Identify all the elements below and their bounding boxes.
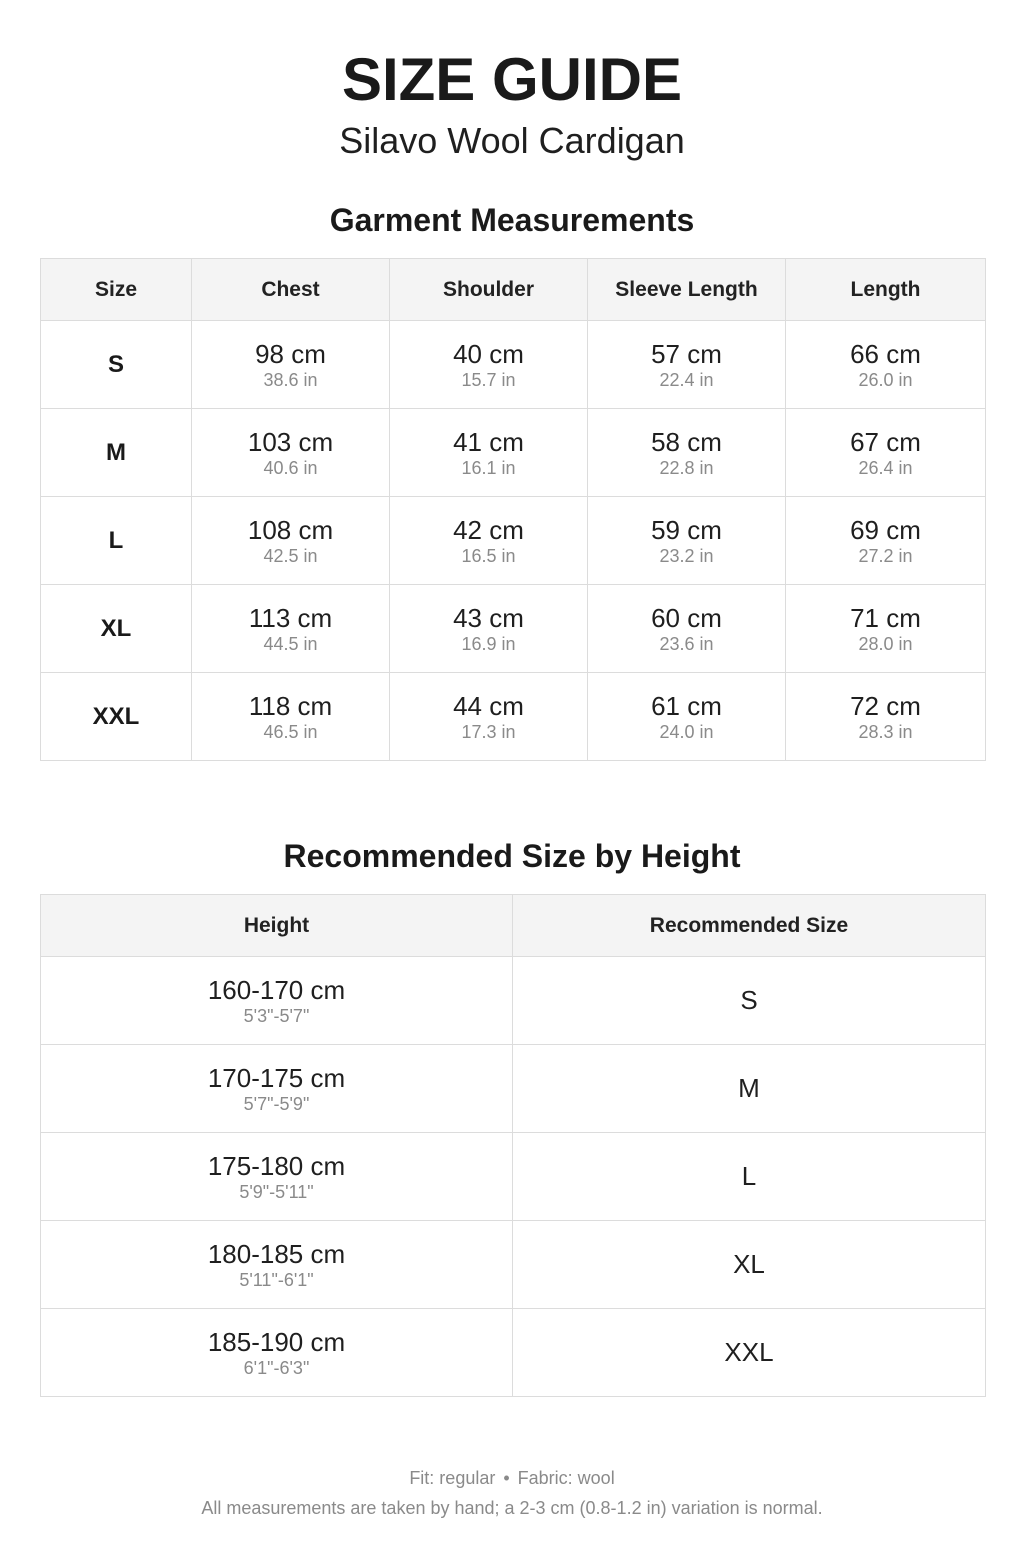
table-row	[41, 409, 986, 497]
sleeve-cell	[588, 497, 786, 585]
chest-cell	[192, 321, 390, 409]
separator-dot: •	[503, 1468, 510, 1488]
column-header-size: Size	[41, 259, 192, 321]
size-cell	[41, 321, 192, 409]
length-cell	[786, 585, 986, 673]
shoulder-cm: 42 cm	[453, 514, 524, 545]
chest-cell	[192, 497, 390, 585]
table-row	[41, 1309, 986, 1397]
length-cm: 67 cm	[850, 426, 921, 457]
height-ft: 5'11"-6'1"	[239, 1269, 314, 1290]
chest-in: 46.5 in	[263, 721, 318, 742]
size-label: M	[106, 438, 126, 466]
height-ft: 5'7"-5'9"	[243, 1093, 310, 1114]
column-header-shoulder: Shoulder	[390, 259, 588, 321]
chest-in: 44.5 in	[263, 633, 318, 654]
recommended-size: XXL	[724, 1337, 774, 1367]
chest-cm: 98 cm	[255, 338, 326, 369]
sleeve-cell	[588, 321, 786, 409]
height-cm: 170-175 cm	[207, 1062, 346, 1093]
table-header-row	[41, 259, 986, 321]
table-row	[41, 497, 986, 585]
height-cell	[41, 1309, 513, 1397]
recommended-size-heading: Recommended Size by Height	[283, 838, 741, 874]
column-header-length: Length	[786, 259, 986, 321]
length-in: 28.0 in	[858, 633, 913, 654]
sleeve-cell	[588, 409, 786, 497]
recommended-size: S	[740, 985, 758, 1015]
length-in: 27.2 in	[858, 545, 913, 566]
column-header-chest: Chest	[192, 259, 390, 321]
chest-cm: 113 cm	[248, 602, 333, 633]
recommended-size-cell	[513, 957, 986, 1045]
table-row	[41, 1221, 986, 1309]
height-cm: 180-185 cm	[207, 1238, 346, 1269]
length-cell	[786, 409, 986, 497]
shoulder-cm: 40 cm	[453, 338, 524, 369]
chest-cm: 103 cm	[247, 426, 334, 457]
table-row	[41, 673, 986, 761]
product-name: Silavo Wool Cardigan	[339, 120, 685, 161]
fit-info: Fit: regular	[409, 1468, 496, 1488]
column-header-sleeve-length: Sleeve Length	[588, 259, 786, 321]
shoulder-cell	[390, 673, 588, 761]
sleeve-cell	[588, 585, 786, 673]
sleeve-in: 22.8 in	[659, 457, 714, 478]
table-row	[41, 1045, 986, 1133]
chest-cell	[192, 673, 390, 761]
size-label: XL	[100, 614, 132, 642]
height-cell	[41, 1133, 513, 1221]
length-cell	[786, 321, 986, 409]
sleeve-cm: 59 cm	[651, 514, 722, 545]
column-header-height: Height	[41, 895, 513, 957]
shoulder-in: 17.3 in	[461, 721, 516, 742]
size-cell	[41, 673, 192, 761]
size-cell	[41, 497, 192, 585]
height-cell	[41, 1045, 513, 1133]
shoulder-cm: 44 cm	[453, 690, 524, 721]
recommended-size: L	[741, 1161, 757, 1191]
length-cm: 69 cm	[850, 514, 921, 545]
chest-cell	[192, 409, 390, 497]
height-ft: 5'3"-5'7"	[243, 1005, 310, 1026]
recommended-size-table	[40, 894, 986, 1397]
shoulder-cell	[390, 321, 588, 409]
recommended-size-cell	[513, 1309, 986, 1397]
sleeve-in: 22.4 in	[659, 369, 714, 390]
height-cm: 160-170 cm	[207, 974, 346, 1005]
chest-cell	[192, 585, 390, 673]
sleeve-cm: 61 cm	[651, 690, 722, 721]
column-header-recommended-size: Recommended Size	[513, 895, 986, 957]
recommended-size: M	[738, 1073, 760, 1103]
shoulder-cm: 43 cm	[453, 602, 524, 633]
height-cm: 185-190 cm	[207, 1326, 346, 1357]
table-row	[41, 585, 986, 673]
chest-cm: 108 cm	[247, 514, 334, 545]
length-in: 26.4 in	[858, 457, 913, 478]
length-in: 28.3 in	[858, 721, 913, 742]
chest-cm: 118 cm	[248, 690, 333, 721]
length-cm: 72 cm	[850, 690, 921, 721]
table-row	[41, 321, 986, 409]
shoulder-in: 16.9 in	[461, 633, 516, 654]
sleeve-in: 23.2 in	[659, 545, 714, 566]
height-cell	[41, 1221, 513, 1309]
height-ft: 6'1"-6'3"	[243, 1357, 310, 1378]
size-cell	[41, 409, 192, 497]
table-row	[41, 957, 986, 1045]
height-ft: 5'9"-5'11"	[239, 1181, 314, 1202]
garment-measurements-table	[40, 258, 986, 761]
size-label: L	[108, 526, 124, 554]
measurement-note: All measurements are taken by hand; a 2-3 cm (0.8-1.2 in) variation is normal.	[201, 1498, 823, 1518]
sleeve-cm: 58 cm	[651, 426, 722, 457]
sleeve-in: 23.6 in	[659, 633, 714, 654]
sleeve-cell	[588, 673, 786, 761]
shoulder-in: 16.5 in	[461, 545, 516, 566]
table-row	[41, 1133, 986, 1221]
page-title: SIZE GUIDE	[341, 46, 683, 113]
chest-in: 38.6 in	[263, 369, 318, 390]
height-cm: 175-180 cm	[207, 1150, 346, 1181]
recommended-size-cell	[513, 1133, 986, 1221]
length-cell	[786, 673, 986, 761]
sleeve-cm: 57 cm	[651, 338, 722, 369]
length-cm: 66 cm	[850, 338, 921, 369]
sleeve-in: 24.0 in	[659, 721, 714, 742]
shoulder-in: 15.7 in	[461, 369, 516, 390]
shoulder-cm: 41 cm	[453, 426, 524, 457]
size-cell	[41, 585, 192, 673]
size-label: S	[107, 350, 124, 378]
shoulder-in: 16.1 in	[461, 457, 516, 478]
length-in: 26.0 in	[858, 369, 913, 390]
size-label: XXL	[92, 702, 140, 730]
chest-in: 40.6 in	[263, 457, 318, 478]
length-cell	[786, 497, 986, 585]
fabric-info: Fabric: wool	[517, 1468, 615, 1488]
height-cell	[41, 957, 513, 1045]
sleeve-cm: 60 cm	[651, 602, 722, 633]
fit-fabric-info	[0, 1466, 1024, 1490]
length-cm: 71 cm	[850, 602, 921, 633]
garment-measurements-heading: Garment Measurements	[329, 202, 695, 238]
recommended-size: XL	[733, 1249, 765, 1279]
table-header-row	[41, 895, 986, 957]
shoulder-cell	[390, 497, 588, 585]
chest-in: 42.5 in	[263, 545, 318, 566]
recommended-size-cell	[513, 1221, 986, 1309]
recommended-size-cell	[513, 1045, 986, 1133]
shoulder-cell	[390, 409, 588, 497]
shoulder-cell	[390, 585, 588, 673]
